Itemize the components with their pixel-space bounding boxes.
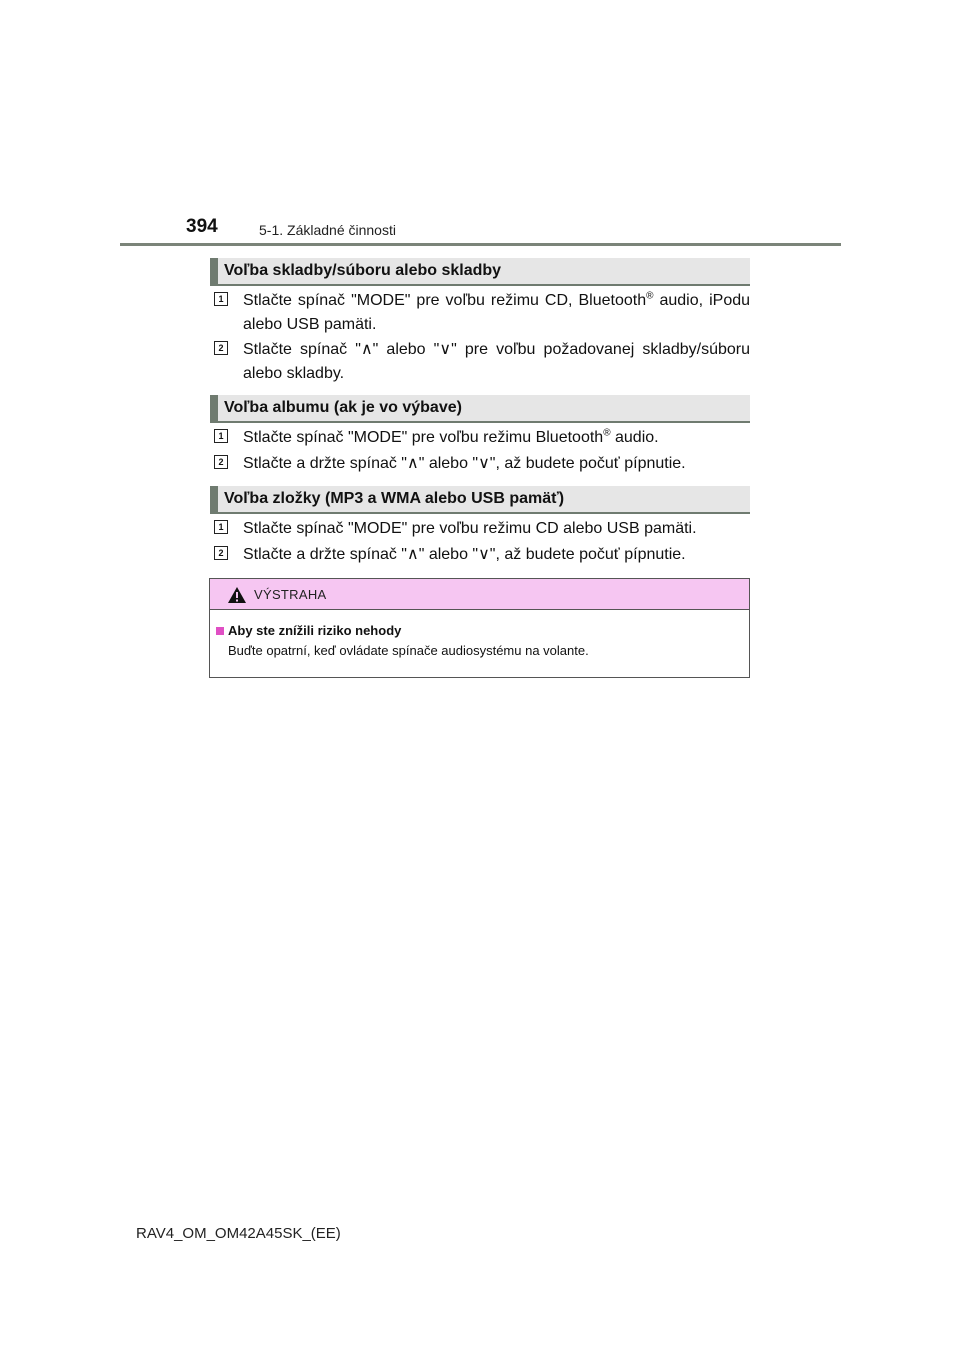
step-text: Stlačte spínač "∧" alebo "∨" pre voľbu požadovanej skladby/súboru alebo skladby. bbox=[243, 341, 750, 382]
document-code: RAV4_OM_OM42A45SK_(EE) bbox=[136, 1225, 341, 1242]
section-heading bbox=[210, 395, 750, 423]
step-text: Stlačte spínač "MODE" pre voľbu režimu CD alebo USB pamäti. bbox=[243, 520, 697, 537]
step-number: 2 bbox=[214, 546, 228, 560]
step-number: 2 bbox=[214, 341, 228, 355]
warning-subtitle: Aby ste znížili riziko nehody bbox=[228, 623, 402, 638]
bullet-square-icon bbox=[216, 627, 224, 635]
heading-bar bbox=[210, 486, 218, 512]
step-item bbox=[214, 543, 750, 567]
step-text: Stlačte a držte spínač "∧" alebo "∨", až budete počuť pípnutie. bbox=[243, 546, 686, 563]
warning-subtitle-row bbox=[216, 622, 741, 640]
section-heading-title: Voľba skladby/súboru alebo skladby bbox=[224, 262, 502, 279]
step-item bbox=[214, 452, 750, 476]
step-item bbox=[214, 338, 750, 386]
step-text-part: audio, iPodu alebo USB pamäti. bbox=[243, 292, 751, 333]
heading-bar bbox=[210, 395, 218, 421]
section-heading-title: Voľba zložky (MP3 a WMA alebo USB pamäť) bbox=[224, 490, 565, 507]
header-divider bbox=[120, 243, 841, 246]
step-text: Stlačte a držte spínač "∧" alebo "∨", až budete počuť pípnutie. bbox=[243, 455, 686, 472]
step-text bbox=[243, 289, 750, 337]
step-text-part: Stlačte spínač "MODE" pre voľbu režimu CD, Bluetooth bbox=[243, 292, 647, 309]
registered-mark: ® bbox=[603, 427, 611, 439]
heading-bar bbox=[210, 258, 218, 284]
step-number: 1 bbox=[214, 429, 228, 443]
step-text bbox=[243, 426, 750, 450]
section-heading bbox=[210, 258, 750, 286]
step-number: 2 bbox=[214, 455, 228, 469]
warning-box bbox=[209, 578, 750, 678]
warning-label: VÝSTRAHA bbox=[254, 587, 327, 602]
page-header bbox=[0, 0, 960, 250]
step-item bbox=[214, 289, 750, 337]
warning-text: Buďte opatrní, keď ovládate spínače audiosystému na volante. bbox=[228, 643, 589, 658]
section-heading bbox=[210, 486, 750, 514]
warning-triangle-icon bbox=[227, 586, 247, 604]
step-number: 1 bbox=[214, 520, 228, 534]
step-item bbox=[214, 517, 750, 541]
section-heading-title: Voľba albumu (ak je vo výbave) bbox=[224, 399, 462, 416]
step-item bbox=[214, 426, 750, 450]
step-number: 1 bbox=[214, 292, 228, 306]
page-number: 394 bbox=[186, 216, 218, 237]
registered-mark: ® bbox=[646, 290, 654, 302]
warning-body bbox=[216, 622, 741, 658]
warning-header bbox=[210, 579, 749, 610]
section-title: 5-1. Základné činnosti bbox=[259, 222, 396, 238]
step-text-part: audio. bbox=[610, 429, 659, 446]
step-text-part: Stlačte spínač "MODE" pre voľbu režimu Bluetooth bbox=[243, 429, 604, 446]
